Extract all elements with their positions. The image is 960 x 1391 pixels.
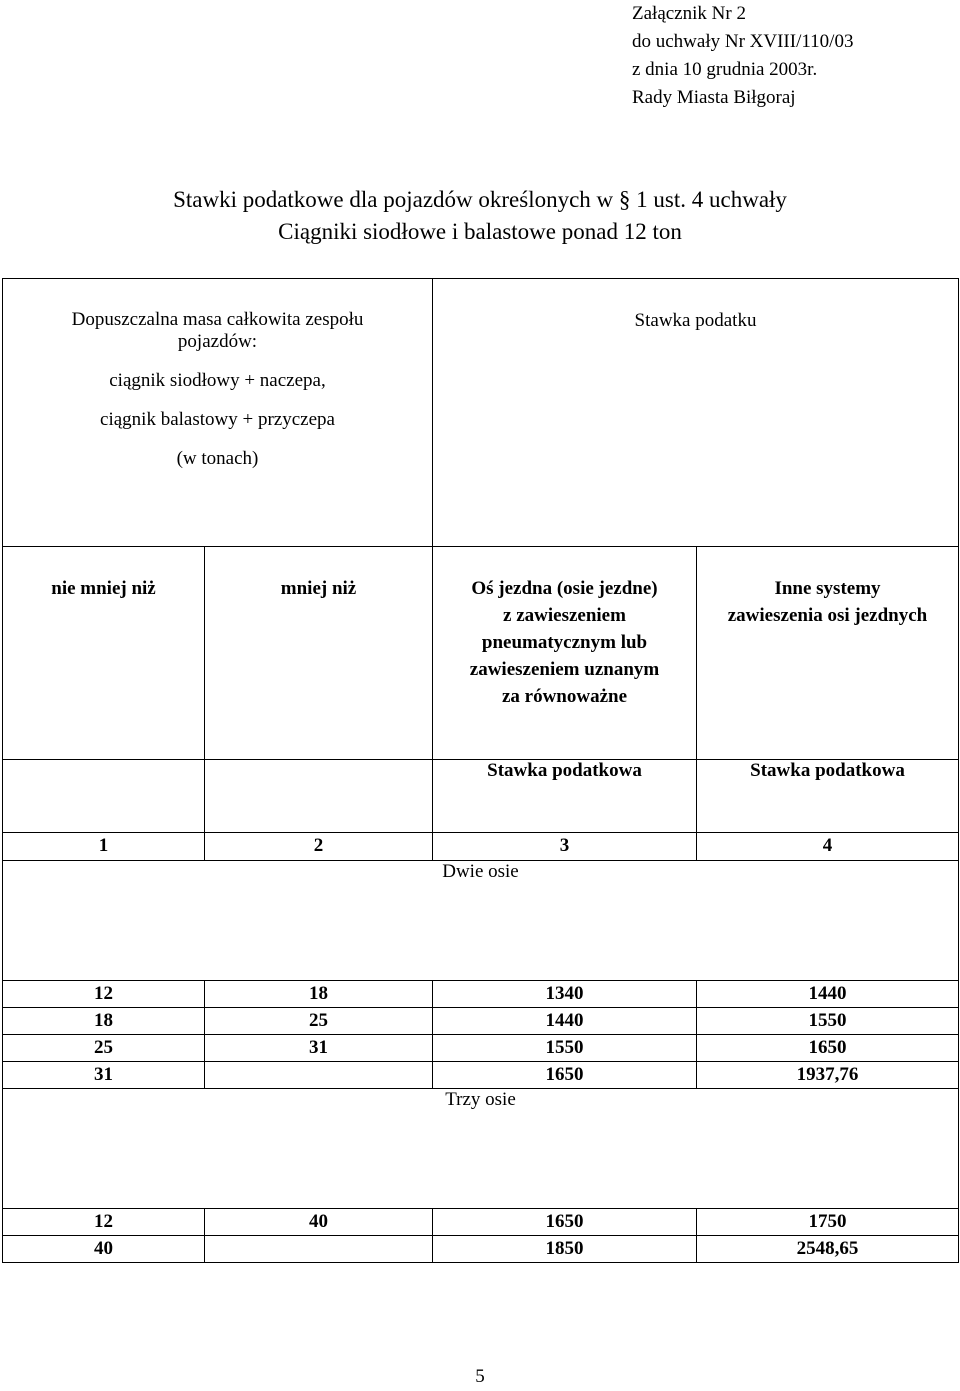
cell-rate-other: 2548,65 xyxy=(697,1236,959,1263)
table-row xyxy=(3,1209,959,1236)
cell-rate-pneumatic: 1340 xyxy=(433,981,697,1008)
column-number-1: 1 xyxy=(3,833,205,861)
cell-max-mass: 25 xyxy=(205,1008,433,1035)
subheader-pneumatic-line-5: za równoważne xyxy=(501,686,628,707)
header-mass-line-5: (w tonach) xyxy=(176,448,259,469)
cell-max-mass xyxy=(205,1236,433,1263)
cell-rate-other: 1750 xyxy=(697,1209,959,1236)
table-row xyxy=(3,1236,959,1263)
rate-label-col-3: Stawka podatkowa xyxy=(433,760,697,833)
subheader-other-line-2: zawieszenia osi jezdnych xyxy=(727,605,928,626)
cell-min-mass: 12 xyxy=(3,1209,205,1236)
cell-rate-other: 1937,76 xyxy=(697,1062,959,1089)
header-mass-line-2: pojazdów: xyxy=(177,331,258,352)
title-text-post: 1 ust. 4 uchwały xyxy=(630,187,787,212)
subheader-pneumatic-line-3: pneumatycznym lub xyxy=(481,632,648,653)
cell-rate-pneumatic: 1650 xyxy=(433,1062,697,1089)
cell-min-mass: 12 xyxy=(3,981,205,1008)
subheader-less-than: mniej niż xyxy=(205,547,433,760)
document-title xyxy=(0,183,960,217)
cell-rate-pneumatic: 1440 xyxy=(433,1008,697,1035)
table-row xyxy=(3,1035,959,1062)
document-subtitle: Ciągniki siodłowe i balastowe ponad 12 ton xyxy=(278,219,682,244)
cell-rate-pneumatic: 1850 xyxy=(433,1236,697,1263)
group-row-two-axles xyxy=(3,861,959,981)
cell-max-mass: 18 xyxy=(205,981,433,1008)
subheader-pneumatic-line-2: z zawieszeniem xyxy=(503,605,626,626)
column-number-3: 3 xyxy=(433,833,697,861)
cell-rate-other: 1650 xyxy=(697,1035,959,1062)
table-row xyxy=(3,1062,959,1089)
subheader-pneumatic-line-4: zawieszeniem uznanym xyxy=(469,659,660,680)
column-number-4: 4 xyxy=(697,833,959,861)
subheader-pneumatic-suspension xyxy=(433,547,697,760)
cell-min-mass: 25 xyxy=(3,1035,205,1062)
subheader-other-line-1: Inne systemy xyxy=(774,578,881,599)
table-rate-label-row xyxy=(3,760,959,833)
annex-line-4: Rady Miasta Biłgoraj xyxy=(632,87,796,108)
annex-line-2: do uchwały Nr XVIII/110/03 xyxy=(632,31,854,52)
header-mass-description xyxy=(3,279,433,547)
group-label-two-axles: Dwie osie xyxy=(3,861,959,981)
rate-label-empty-1 xyxy=(3,760,205,833)
cell-rate-pneumatic: 1650 xyxy=(433,1209,697,1236)
header-mass-line-3: ciągnik siodłowy + naczepa, xyxy=(109,370,326,391)
header-mass-line-4: ciągnik balastowy + przyczepa xyxy=(100,409,335,430)
cell-max-mass xyxy=(205,1062,433,1089)
table-row xyxy=(3,1008,959,1035)
group-row-three-axles xyxy=(3,1089,959,1209)
cell-rate-pneumatic: 1550 xyxy=(433,1035,697,1062)
header-tax-rate: Stawka podatku xyxy=(433,279,959,547)
page-number: 5 xyxy=(475,1366,485,1387)
tax-rate-table xyxy=(2,278,959,1263)
column-number-2: 2 xyxy=(205,833,433,861)
header-mass-line-1: Dopuszczalna masa całkowita zespołu xyxy=(71,309,364,330)
annex-line-3: z dnia 10 grudnia 2003r. xyxy=(632,59,818,80)
section-symbol: § xyxy=(618,187,631,212)
annex-header xyxy=(632,0,853,112)
cell-rate-other: 1550 xyxy=(697,1008,959,1035)
title-text-pre: Stawki podatkowe dla pojazdów określonych w xyxy=(173,187,619,212)
table-subheader-row xyxy=(3,547,959,760)
subheader-not-less-than: nie mniej niż xyxy=(3,547,205,760)
subheader-other-suspension xyxy=(697,547,959,760)
cell-rate-other: 1440 xyxy=(697,981,959,1008)
cell-min-mass: 31 xyxy=(3,1062,205,1089)
cell-max-mass: 40 xyxy=(205,1209,433,1236)
cell-min-mass: 18 xyxy=(3,1008,205,1035)
cell-min-mass: 40 xyxy=(3,1236,205,1263)
table-column-number-row xyxy=(3,833,959,861)
table-header-row xyxy=(3,279,959,547)
table-row xyxy=(3,981,959,1008)
annex-line-1: Załącznik Nr 2 xyxy=(632,3,746,24)
cell-max-mass: 31 xyxy=(205,1035,433,1062)
subheader-pneumatic-line-1: Oś jezdna (osie jezdne) xyxy=(471,578,658,599)
rate-label-col-4: Stawka podatkowa xyxy=(697,760,959,833)
group-label-three-axles: Trzy osie xyxy=(3,1089,959,1209)
rate-label-empty-2 xyxy=(205,760,433,833)
